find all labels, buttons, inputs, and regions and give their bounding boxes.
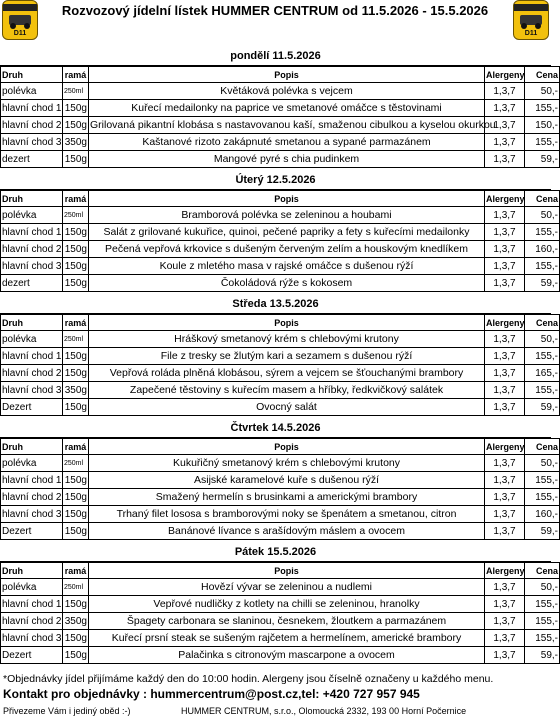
table-row [1, 472, 560, 489]
column-header-cena: Cena [525, 315, 560, 331]
dish-description: Mangové pyré s chia pudinkem [89, 151, 485, 168]
day-title: Úterý 12.5.2026 [0, 170, 551, 190]
price: 155,- [525, 224, 560, 241]
dish-type: hlavní chod 1 [1, 100, 63, 117]
price: 165,- [525, 365, 560, 382]
dish-description: File z tresky se žlutým kari a sezamem s dušenou rýží [89, 348, 485, 365]
header-row [1, 439, 560, 455]
column-header-druh: Druh [1, 191, 63, 207]
dish-description: Květáková polévka s vejcem [89, 83, 485, 100]
table-row [1, 630, 560, 647]
car-icon [520, 15, 542, 25]
table-row [1, 100, 560, 117]
column-header-cena: Cena [525, 67, 560, 83]
allergens: 1,3,7 [485, 331, 525, 348]
table-row [1, 382, 560, 399]
price: 160,- [525, 241, 560, 258]
dish-description: Koule z mletého masa v rajské omáčce s dušenou rýží [89, 258, 485, 275]
dish-type: dezert [1, 151, 63, 168]
day-section [0, 170, 558, 292]
allergens: 1,3,7 [485, 647, 525, 664]
menu-title: Rozvozový jídelní lístek HUMMER CENTRUM od 11.5.2026 - 15.5.2026 [61, 3, 489, 18]
column-header-gramaz: ramá [63, 315, 89, 331]
dish-description: Špagety carbonara se slaninou, česnekem, žloutkem a parmazánem [89, 613, 485, 630]
portion-size: 150g [63, 489, 89, 506]
column-header-popis: Popis [89, 315, 485, 331]
dish-type: hlavní chod 1 [1, 224, 63, 241]
dish-type: polévka [1, 207, 63, 224]
car-icon [9, 15, 31, 25]
delivery-text: Přivezeme Vám i jediný oběd :-) [3, 706, 131, 716]
table-row [1, 579, 560, 596]
dish-description: Hovězí vývar se zeleninou a nudlemi [89, 579, 485, 596]
dish-type: hlavní chod 3 [1, 258, 63, 275]
portion-size: 250ml [63, 455, 89, 472]
order-note: *Objednávky jídel přijímáme každý den do 10:00 hodin. Alergeny jsou číselně označeny u každého menu. [3, 673, 494, 685]
menu-table [0, 66, 560, 168]
dish-description: Asijské karamelové kuře s dušenou rýží [89, 472, 485, 489]
column-header-popis: Popis [89, 191, 485, 207]
portion-size: 250ml [63, 207, 89, 224]
menu-table [0, 190, 560, 292]
portion-size: 150g [63, 151, 89, 168]
dish-type: polévka [1, 83, 63, 100]
dish-description: Pečená vepřová krkovice s dušeným červeným zelím a houskovým knedlíkem [89, 241, 485, 258]
column-header-popis: Popis [89, 439, 485, 455]
price: 155,- [525, 134, 560, 151]
column-header-cena: Cena [525, 563, 560, 579]
day-section [0, 294, 558, 416]
portion-size: 250ml [63, 331, 89, 348]
portion-size: 150g [63, 647, 89, 664]
dish-type: hlavní chod 3 [1, 382, 63, 399]
price: 155,- [525, 100, 560, 117]
portion-size: 150g [63, 472, 89, 489]
table-row [1, 523, 560, 540]
price: 50,- [525, 579, 560, 596]
dish-description: Trhaný filet lososa s bramborovými noky se špenátem a smetanou, citron [89, 506, 485, 523]
dish-description: Kuřecí prsní steak se sušeným rajčetem a hermelínem, americké brambory [89, 630, 485, 647]
day-section [0, 418, 558, 540]
table-row [1, 596, 560, 613]
allergens: 1,3,7 [485, 258, 525, 275]
allergens: 1,3,7 [485, 630, 525, 647]
column-header-druh: Druh [1, 67, 63, 83]
allergens: 1,3,7 [485, 275, 525, 292]
portion-size: 150g [63, 275, 89, 292]
table-row [1, 117, 560, 134]
day-title: pondělí 11.5.2026 [0, 46, 551, 66]
allergens: 1,3,7 [485, 399, 525, 416]
dish-description: Kuřecí medailonky na paprice ve smetanové omáčce s těstovinami [89, 100, 485, 117]
table-row [1, 83, 560, 100]
price: 59,- [525, 399, 560, 416]
column-header-cena: Cena [525, 191, 560, 207]
price: 59,- [525, 523, 560, 540]
allergens: 1,3,7 [485, 506, 525, 523]
portion-size: 350g [63, 613, 89, 630]
portion-size: 150g [63, 348, 89, 365]
dish-type: hlavní chod 2 [1, 489, 63, 506]
portion-size: 150g [63, 399, 89, 416]
table-row [1, 275, 560, 292]
column-header-popis: Popis [89, 67, 485, 83]
portion-size: 150g [63, 241, 89, 258]
allergens: 1,3,7 [485, 348, 525, 365]
column-header-alergeny: Alergeny [485, 439, 525, 455]
dish-description: Ovocný salát [89, 399, 485, 416]
table-row [1, 151, 560, 168]
contact-line: Kontakt pro objednávky : hummercentrum@post.cz,tel: +420 727 957 945 [3, 687, 420, 701]
table-row [1, 399, 560, 416]
dish-type: hlavní chod 2 [1, 613, 63, 630]
day-section [0, 542, 558, 664]
dish-type: Dezert [1, 647, 63, 664]
portion-size: 150g [63, 365, 89, 382]
portion-size: 150g [63, 117, 89, 134]
dish-type: hlavní chod 3 [1, 134, 63, 151]
dish-type: hlavní chod 1 [1, 348, 63, 365]
price: 50,- [525, 331, 560, 348]
portion-size: 250ml [63, 83, 89, 100]
price: 155,- [525, 382, 560, 399]
dish-type: hlavní chod 1 [1, 596, 63, 613]
allergens: 1,3,7 [485, 117, 525, 134]
portion-size: 350g [63, 134, 89, 151]
column-header-alergeny: Alergeny [485, 191, 525, 207]
allergens: 1,3,7 [485, 83, 525, 100]
dish-description: Kukuřičný smetanový krém s chlebovými krutony [89, 455, 485, 472]
table-row [1, 455, 560, 472]
day-section [0, 46, 558, 168]
menu-table [0, 562, 560, 664]
price: 59,- [525, 647, 560, 664]
header-row [1, 67, 560, 83]
table-row [1, 506, 560, 523]
column-header-druh: Druh [1, 439, 63, 455]
price: 155,- [525, 348, 560, 365]
allergens: 1,3,7 [485, 224, 525, 241]
dish-description: Čokoládová rýže s kokosem [89, 275, 485, 292]
table-row [1, 207, 560, 224]
day-title: Středa 13.5.2026 [0, 294, 551, 314]
header-row [1, 315, 560, 331]
company-address: HUMMER CENTRUM, s.r.o., Olomoucká 2332, 193 00 Horní Počernice [181, 706, 467, 716]
allergens: 1,3,7 [485, 100, 525, 117]
portion-size: 150g [63, 506, 89, 523]
dish-description: Banánové lívance s arašídovým máslem a ovocem [89, 523, 485, 540]
allergens: 1,3,7 [485, 579, 525, 596]
column-header-popis: Popis [89, 563, 485, 579]
portion-size: 150g [63, 258, 89, 275]
table-row [1, 647, 560, 664]
price: 155,- [525, 258, 560, 275]
header [0, 0, 551, 42]
table-row [1, 331, 560, 348]
portion-size: 150g [63, 596, 89, 613]
allergens: 1,3,7 [485, 455, 525, 472]
allergens: 1,3,7 [485, 134, 525, 151]
allergens: 1,3,7 [485, 207, 525, 224]
price: 155,- [525, 489, 560, 506]
allergens: 1,3,7 [485, 241, 525, 258]
portion-size: 250ml [63, 579, 89, 596]
dish-description: Vepřová roláda plněná klobásou, sýrem a vejcem se šťouchanými brambory [89, 365, 485, 382]
price: 155,- [525, 613, 560, 630]
allergens: 1,3,7 [485, 613, 525, 630]
dish-type: hlavní chod 1 [1, 472, 63, 489]
menu-table [0, 314, 560, 416]
column-header-gramaz: ramá [63, 563, 89, 579]
allergens: 1,3,7 [485, 382, 525, 399]
portion-size: 150g [63, 224, 89, 241]
column-header-alergeny: Alergeny [485, 315, 525, 331]
dish-description: Zapečené těstoviny s kuřecím masem a hříbky, ředkvičkový salátek [89, 382, 485, 399]
dish-description: Bramborová polévka se zeleninou a houbami [89, 207, 485, 224]
hummer-logo-left: D11 [2, 0, 38, 40]
allergens: 1,3,7 [485, 151, 525, 168]
day-title: Čtvrtek 14.5.2026 [0, 418, 551, 438]
table-row [1, 224, 560, 241]
bottom-line [3, 706, 467, 716]
table-row [1, 348, 560, 365]
dish-type: Dezert [1, 523, 63, 540]
dish-type: hlavní chod 3 [1, 506, 63, 523]
table-row [1, 241, 560, 258]
dish-description: Palačinka s citronovým mascarpone a ovocem [89, 647, 485, 664]
price: 160,- [525, 506, 560, 523]
table-row [1, 258, 560, 275]
day-title: Pátek 15.5.2026 [0, 542, 551, 562]
allergens: 1,3,7 [485, 365, 525, 382]
portion-size: 150g [63, 100, 89, 117]
dish-description: Hráškový smetanový krém s chlebovými krutony [89, 331, 485, 348]
column-header-alergeny: Alergeny [485, 67, 525, 83]
portion-size: 150g [63, 523, 89, 540]
price: 155,- [525, 596, 560, 613]
allergens: 1,3,7 [485, 523, 525, 540]
column-header-gramaz: ramá [63, 191, 89, 207]
dish-type: hlavní chod 2 [1, 117, 63, 134]
price: 50,- [525, 83, 560, 100]
allergens: 1,3,7 [485, 596, 525, 613]
column-header-gramaz: ramá [63, 67, 89, 83]
table-row [1, 134, 560, 151]
price: 59,- [525, 151, 560, 168]
price: 50,- [525, 207, 560, 224]
dish-description: Kaštanové rizoto zakápnuté smetanou a sypané parmazánem [89, 134, 485, 151]
dish-description: Vepřové nudličky z kotlety na chilli se zeleninou, hranolky [89, 596, 485, 613]
column-header-alergeny: Alergeny [485, 563, 525, 579]
header-row [1, 191, 560, 207]
portion-size: 150g [63, 630, 89, 647]
dish-type: hlavní chod 2 [1, 365, 63, 382]
dish-type: polévka [1, 455, 63, 472]
dish-description: Grilovaná pikantní klobása s nastavovanou kaší, smaženou cibulkou a kyselou okurkou [89, 117, 485, 134]
allergens: 1,3,7 [485, 489, 525, 506]
dish-type: hlavní chod 3 [1, 630, 63, 647]
column-header-druh: Druh [1, 315, 63, 331]
column-header-gramaz: ramá [63, 439, 89, 455]
menu-table [0, 438, 560, 540]
price: 155,- [525, 472, 560, 489]
table-row [1, 613, 560, 630]
dish-type: Dezert [1, 399, 63, 416]
dish-description: Smažený hermelín s brusinkami a americkými brambory [89, 489, 485, 506]
price: 59,- [525, 275, 560, 292]
column-header-druh: Druh [1, 563, 63, 579]
table-row [1, 365, 560, 382]
dish-description: Salát z grilované kukuřice, quinoi, pečené papriky a fety s kuřecími medailonky [89, 224, 485, 241]
hummer-logo-right: D11 [513, 0, 549, 40]
allergens: 1,3,7 [485, 472, 525, 489]
price: 155,- [525, 630, 560, 647]
dish-type: hlavní chod 2 [1, 241, 63, 258]
dish-type: polévka [1, 579, 63, 596]
price: 150,- [525, 117, 560, 134]
portion-size: 350g [63, 382, 89, 399]
header-row [1, 563, 560, 579]
price: 50,- [525, 455, 560, 472]
dish-type: polévka [1, 331, 63, 348]
dish-type: dezert [1, 275, 63, 292]
table-row [1, 489, 560, 506]
column-header-cena: Cena [525, 439, 560, 455]
